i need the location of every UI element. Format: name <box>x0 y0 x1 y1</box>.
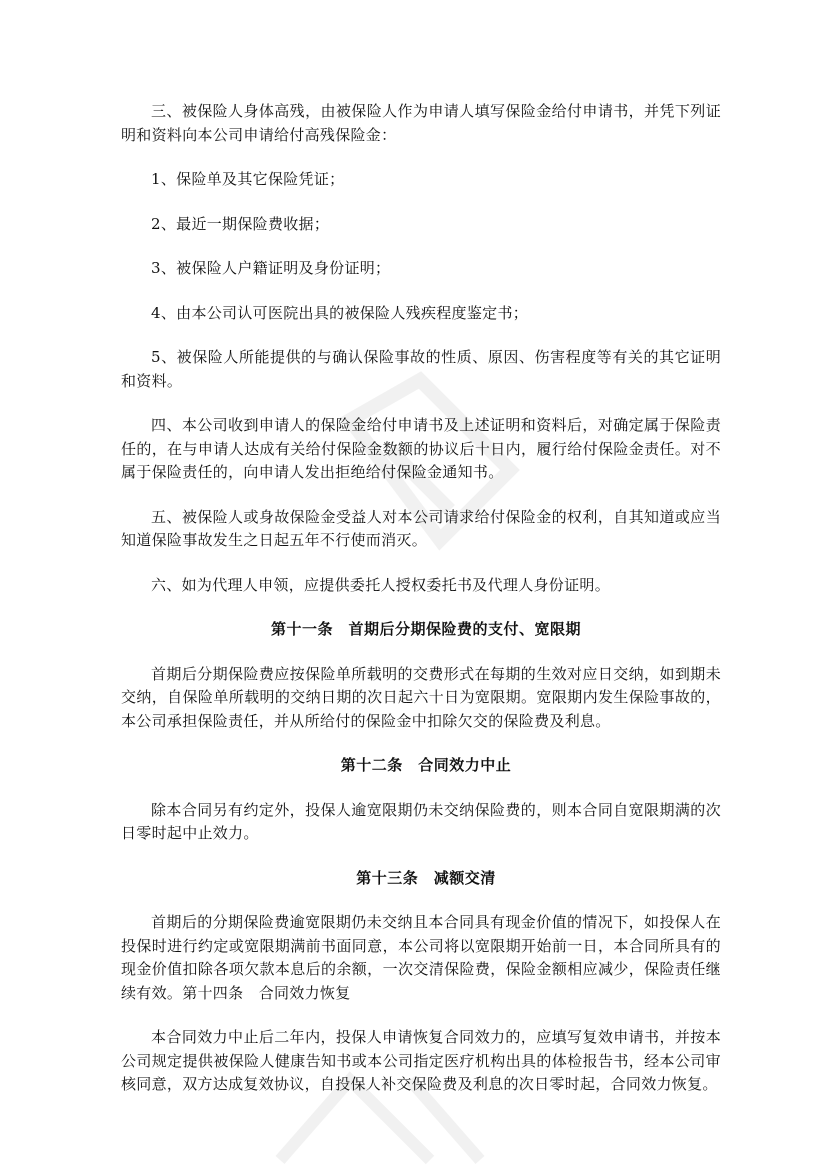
paragraph-section-four: 四、本公司收到申请人的保险金给付申请书及上述证明和资料后，对确定属于保险责任的，在与申请人达成有关给付保险金数额的协议后十日内，履行给付保险金责任。对不属于保险责任的，向申请人发出拒绝给付保险金通知书。 <box>121 416 721 481</box>
article-13-title: 第十三条 减额交清 <box>356 868 496 887</box>
document-body <box>121 100 721 1097</box>
article-11-title: 第十一条 首期后分期保险费的支付、宽限期 <box>270 620 581 638</box>
list-item: 1、保险单及其它保险凭证； <box>151 170 345 188</box>
list-item: 4、由本公司认可医院出具的被保险人残疾程度鉴定书； <box>151 303 529 322</box>
paragraph-section-five: 五、被保险人或身故保险金受益人对本公司请求给付保险金的权利，自其知道或应当知道保险事故发生之日起五年不行使而消灭。 <box>121 507 721 549</box>
article-11-body: 首期后分期保险费应按保险单所载明的交费形式在每期的生效对应日交纳，如到期未交纳，自保险单所载明的交纳日期的次日起六十日为宽限期。宽限期内发生保险事故的，本公司承担保险责任，并从所给付的保险金中扣除欠交的保险费及利息。 <box>121 664 721 730</box>
paragraph-section-six: 六、如为代理人申领，应提供委托人授权委托书及代理人身份证明。 <box>151 575 611 594</box>
list-item: 3、被保险人户籍证明及身份证明； <box>151 259 391 277</box>
paragraph-section-three: 三、被保险人身体高残，由被保险人作为申请人填写保险金给付申请书，并凭下列证明和资料向本公司申请给付高残保险金： <box>121 102 721 144</box>
list-item: 5、被保险人所能提供的与确认保险事故的性质、原因、伤害程度等有关的其它证明和资料。 <box>121 348 721 390</box>
article-12-title: 第十二条 合同效力中止 <box>340 756 512 774</box>
article-13-body: 首期后的分期保险费逾宽限期仍未交纳且本合同具有现金价值的情况下，如投保人在投保时进行约定或宽限期满前书面同意，本公司将以宽限期开始前一日，本合同所具有的现金价值扣除各项欠款本息后的余额，一次交清保险费，保险金额相应减少，保险责任继续有效。第十四条 合同效力恢复 <box>121 913 721 1002</box>
article-12-body: 除本合同另有约定外，投保人逾宽限期仍未交纳保险费的，则本合同自宽限期满的次日零时起中止效力。 <box>121 800 721 842</box>
list-item: 2、最近一期保险费收据； <box>151 214 330 233</box>
article-14-body: 本合同效力中止后二年内，投保人申请恢复合同效力的，应填写复效申请书，并按本公司规定提供被保险人健康告知书或本公司指定医疗机构出具的体检报告书，经本公司审核同意，双方达成复效协议，自投保人补交保险费及利息的次日零时起，合同效力恢复。 <box>121 1028 721 1093</box>
